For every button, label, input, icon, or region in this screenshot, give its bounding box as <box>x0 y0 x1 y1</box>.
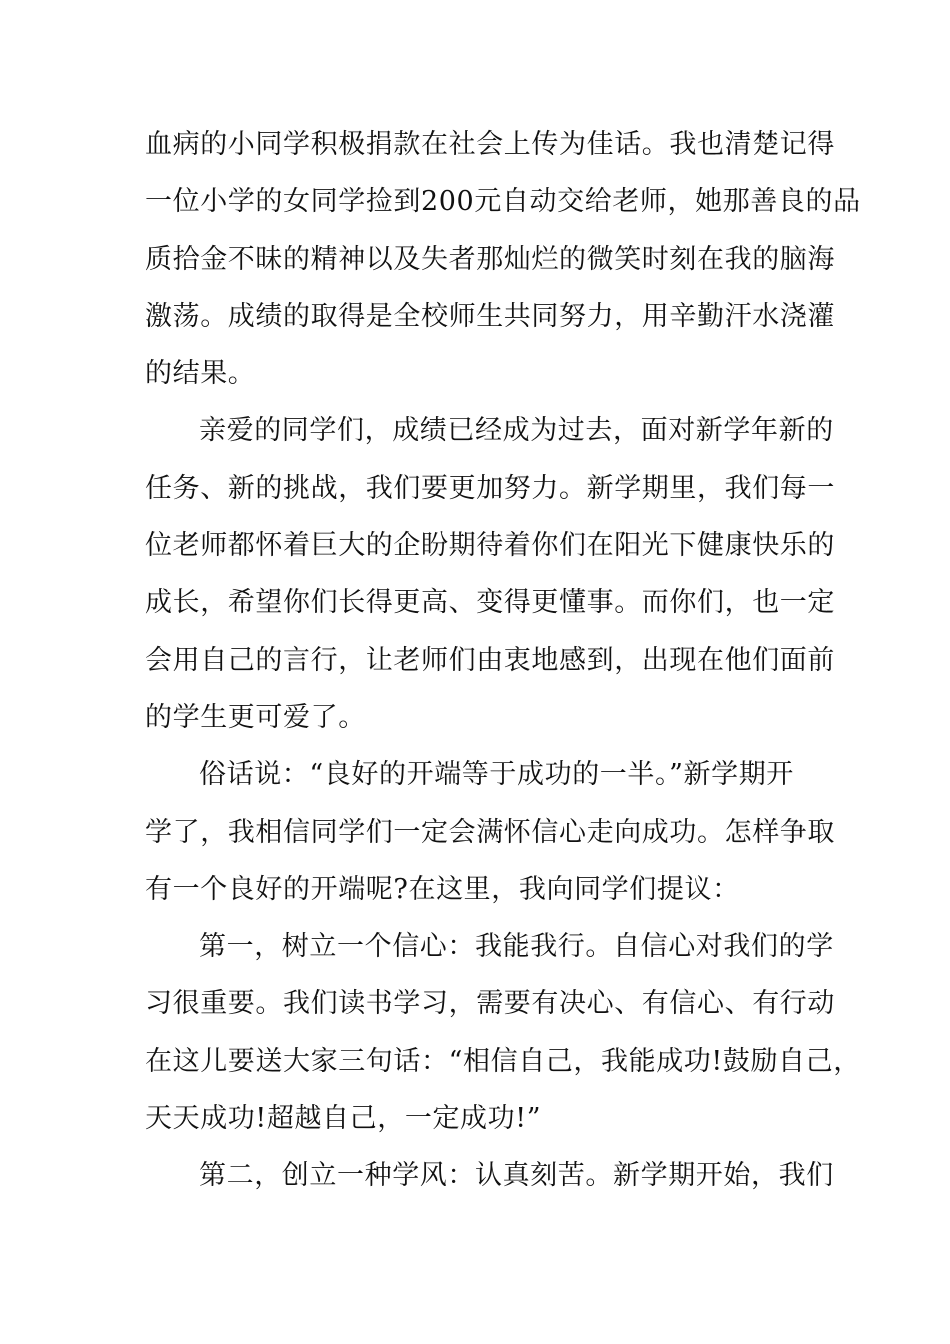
paragraph-5 <box>145 1147 835 1204</box>
text-line: 任务、新的挑战，我们要更加努力。新学期里，我们每一 <box>145 472 835 504</box>
text-line: 成长，希望你们长得更高、变得更懂事。而你们，也一定 <box>145 587 835 619</box>
text-line: 在这儿要送大家三句话：“相信自己，我能成功!鼓励自己， <box>145 1045 861 1077</box>
text-line-indented: 第一，树立一个信心：我能我行。自信心对我们的学 <box>199 931 834 963</box>
text-line: 有一个良好的开端呢?在这里，我向同学们提议： <box>145 873 740 905</box>
document-body <box>145 116 861 1205</box>
paragraph-2 <box>145 402 835 746</box>
text-line: 天天成功!超越自己，一定成功!” <box>145 1103 542 1135</box>
text-line-indented: 俗话说：“良好的开端等于成功的一半。”新学期开 <box>199 759 794 791</box>
text-line-indented: 第二，创立一种学风：认真刻苦。新学期开始，我们 <box>199 1160 834 1192</box>
text-line: 激荡。成绩的取得是全校师生共同努力，用辛勤汗水浇灌 <box>145 300 835 332</box>
text-line-indented: 亲爱的同学们，成绩已经成为过去，面对新学年新的 <box>199 415 834 447</box>
text-line: 学了，我相信同学们一定会满怀信心走向成功。怎样争取 <box>145 816 835 848</box>
text-line: 习很重要。我们读书学习，需要有决心、有信心、有行动 <box>145 988 835 1020</box>
text-line: 一位小学的女同学捡到200元自动交给老师，她那善良的品 <box>145 186 861 218</box>
text-line: 位老师都怀着巨大的企盼期待着你们在阳光下健康快乐的 <box>145 530 835 562</box>
text-line: 会用自己的言行，让老师们由衷地感到，出现在他们面前 <box>145 644 835 676</box>
paragraph-1 <box>145 116 861 402</box>
text-line: 质拾金不昧的精神以及失者那灿烂的微笑时刻在我的脑海 <box>145 243 835 275</box>
text-line: 血病的小同学积极捐款在社会上传为佳话。我也清楚记得 <box>145 129 835 160</box>
text-line: 的结果。 <box>145 358 256 390</box>
paragraph-4 <box>145 918 861 1147</box>
text-line: 的学生更可爱了。 <box>145 701 366 733</box>
paragraph-3 <box>145 746 835 918</box>
